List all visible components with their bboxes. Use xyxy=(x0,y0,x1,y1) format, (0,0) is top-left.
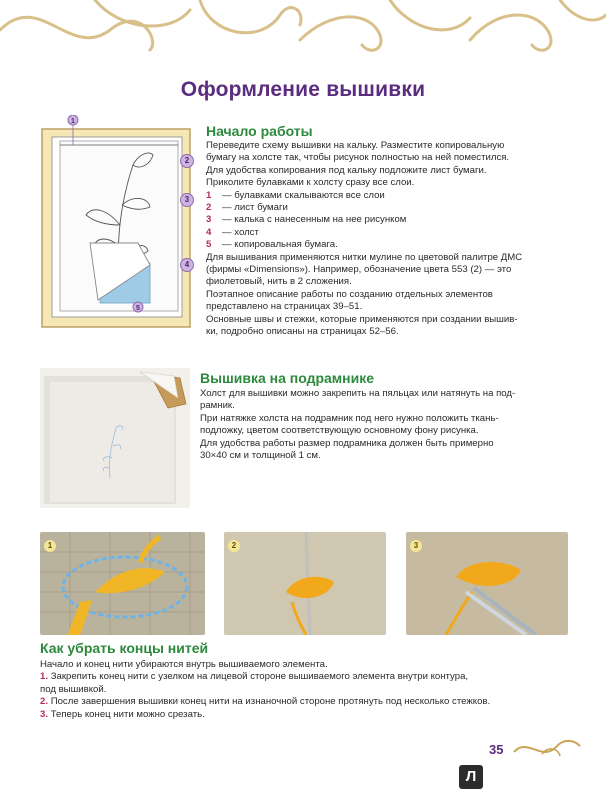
paragraph-line: рамник. xyxy=(200,400,235,412)
paragraph-line: бумагу на холсте так, чтобы рисунок полностью на ней поместился. xyxy=(206,152,510,164)
section-frame-text xyxy=(200,388,590,462)
page-title: Оформление вышивки xyxy=(180,78,426,101)
diagram-label-5: 5 xyxy=(136,305,140,312)
step-item: 1. Закрепить конец нити с узелком на лицевой стороне вышиваемого элемента внутри контура, xyxy=(40,671,469,683)
step-photo-1 xyxy=(40,532,205,635)
step-item: 2. После завершения вышивки конец нити на изнаночной стороне протянуть под несколько стежков. xyxy=(40,696,491,708)
section-thread-ends-text xyxy=(40,659,580,721)
diagram-label-1: 1 xyxy=(71,118,75,125)
legend-item: 3 — калька с нанесенным на нее рисунком xyxy=(206,214,407,226)
photo-label-1: 1 xyxy=(44,540,56,552)
paragraph-line: 30×40 см и толщиной 1 см. xyxy=(200,450,321,462)
step-photo-3 xyxy=(406,532,568,635)
paragraph-line: Холст для вышивки можно закрепить на пяльцах или натянуть на под- xyxy=(200,388,516,399)
section-heading-thread-ends: Как убрать концы нитей xyxy=(40,640,209,656)
paragraph-line: ки, подробно описаны на страницах 52–56. xyxy=(206,326,399,338)
legend-item: 4 — холст xyxy=(206,226,259,238)
top-ornament xyxy=(0,0,606,60)
paragraph-line: фиолетовый, нить в 2 сложения. xyxy=(206,276,352,288)
paragraph-line: Для вышивания применяются нитки мулине по цветовой палитре ДМС xyxy=(206,251,523,263)
section-start-text xyxy=(206,140,586,339)
section-heading-frame: Вышивка на подрамнике xyxy=(200,370,375,386)
section-heading-start: Начало работы xyxy=(206,123,313,139)
paragraph-line: Переведите схему вышивки на кальку. Разместите копировальную xyxy=(206,140,505,151)
paragraph-line: Для удобства копирования под кальку подложите лист бумаги. xyxy=(206,164,487,176)
diagram-label-3: 3 xyxy=(180,193,194,207)
page-ornament xyxy=(512,732,584,762)
paragraph-line: (фирмы «Dimensions»). Например, обозначение цвета 553 (2) — это xyxy=(206,264,512,276)
step-item: 3. Теперь конец нити можно срезать. xyxy=(40,708,205,720)
legend-item: 1 — булавками скалываются все слои xyxy=(206,189,385,201)
canvas-on-frame-photo xyxy=(40,368,190,508)
paragraph-line: Для удобства работы размер подрамника должен быть примерно xyxy=(200,437,494,449)
paragraph-line: Приколите булавками к холсту сразу все слои. xyxy=(206,177,415,189)
paragraph-line: Поэтапное описание работы по созданию отдельных элементов xyxy=(206,288,493,300)
paragraph-line: Начало и конец нити убираются внутрь вышиваемого элемента. xyxy=(40,659,328,670)
photo-label-2: 2 xyxy=(228,540,240,552)
page-number: 35 xyxy=(489,742,504,757)
step-item-continued: под вышивкой. xyxy=(40,683,107,695)
legend-item: 5 — копировальная бумага. xyxy=(206,239,338,251)
paragraph-line: представлено на страницах 39–51. xyxy=(206,301,363,313)
step-photo-2 xyxy=(224,532,386,635)
corner-logo: Л xyxy=(459,765,483,789)
diagram-label-4: 4 xyxy=(180,258,194,272)
diagram-label-2: 2 xyxy=(180,154,194,168)
paragraph-line: При натяжке холста на подрамник под него нужно положить ткань- xyxy=(200,412,499,424)
paragraph-line: подложку, цветом соответствующую основному фону рисунка. xyxy=(200,425,479,437)
photo-label-3: 3 xyxy=(410,540,422,552)
legend-item: 2 — лист бумаги xyxy=(206,202,288,214)
layers-diagram xyxy=(38,115,198,330)
paragraph-line: Основные швы и стежки, которые применяются при создании вышив- xyxy=(206,313,518,325)
